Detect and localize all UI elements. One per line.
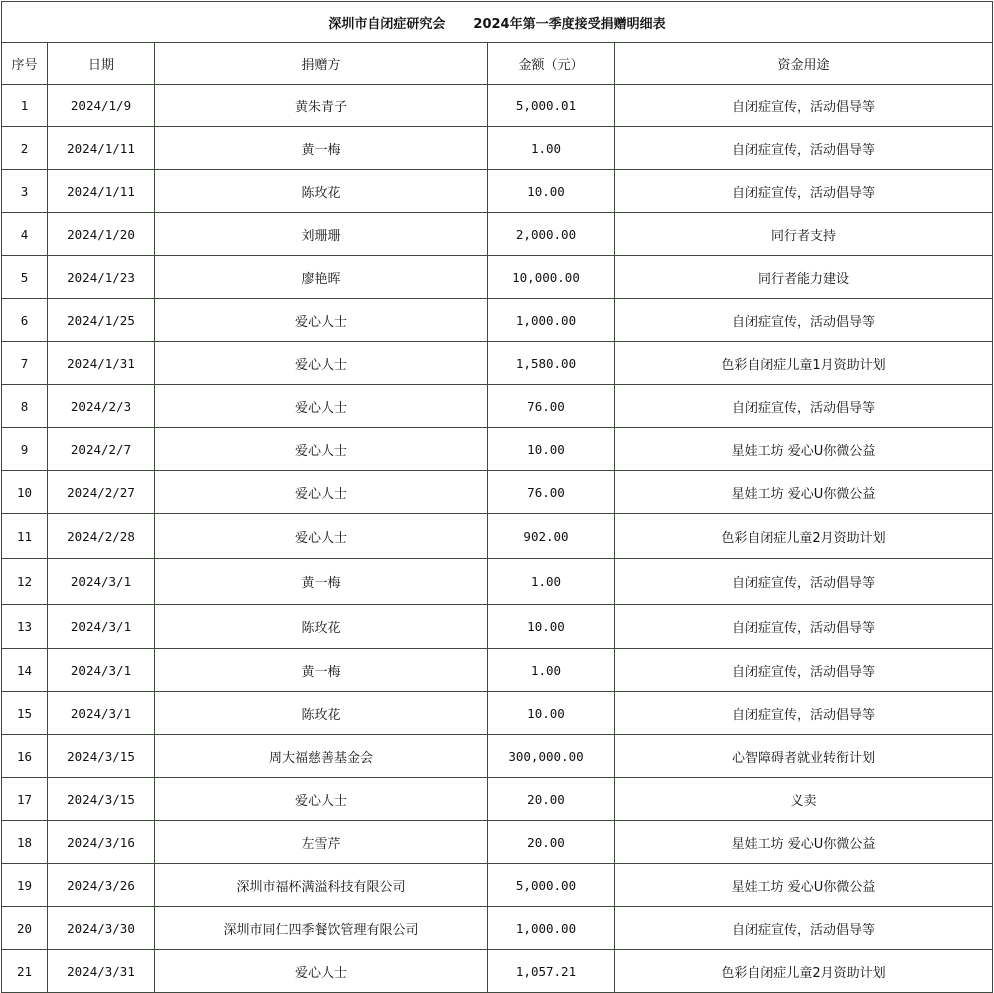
- table-row: [2, 127, 993, 170]
- row-amount: 1.00: [488, 649, 615, 692]
- row-purpose: 自闭症宣传，活动倡导等: [615, 907, 993, 950]
- row-purpose: 星娃工坊 爱心U你微公益: [615, 428, 993, 471]
- row-date: 2024/2/7: [48, 428, 155, 471]
- row-purpose: 自闭症宣传，活动倡导等: [615, 385, 993, 428]
- row-purpose: 心智障碍者就业转衔计划: [615, 735, 993, 778]
- donation-sheet: [1, 1, 992, 993]
- row-donor: 爱心人士: [155, 471, 488, 514]
- col-header-purpose: 资金用途: [615, 43, 993, 85]
- row-index: 4: [2, 213, 48, 256]
- row-purpose: 色彩自闭症儿童2月资助计划: [615, 950, 993, 993]
- row-amount: 300,000.00: [488, 735, 615, 778]
- row-donor: 廖艳晖: [155, 256, 488, 299]
- table-row: [2, 299, 993, 342]
- row-amount: 10.00: [488, 692, 615, 735]
- row-donor: 黄一梅: [155, 559, 488, 605]
- row-amount: 10,000.00: [488, 256, 615, 299]
- row-index: 8: [2, 385, 48, 428]
- row-donor: 周大福慈善基金会: [155, 735, 488, 778]
- row-purpose: 同行者能力建设: [615, 256, 993, 299]
- row-donor: 刘珊珊: [155, 213, 488, 256]
- title-row: [2, 2, 993, 43]
- row-donor: 爱心人士: [155, 514, 488, 559]
- row-date: 2024/2/3: [48, 385, 155, 428]
- table-row: [2, 256, 993, 299]
- table-row: [2, 85, 993, 127]
- row-index: 20: [2, 907, 48, 950]
- table-row: [2, 514, 993, 559]
- row-date: 2024/3/1: [48, 605, 155, 649]
- donation-table: [1, 1, 993, 993]
- row-index: 16: [2, 735, 48, 778]
- row-index: 10: [2, 471, 48, 514]
- row-amount: 902.00: [488, 514, 615, 559]
- row-amount: 20.00: [488, 821, 615, 864]
- table-row: [2, 428, 993, 471]
- table-row: [2, 778, 993, 821]
- row-amount: 5,000.01: [488, 85, 615, 127]
- row-donor: 黄朱青子: [155, 85, 488, 127]
- row-index: 9: [2, 428, 48, 471]
- row-purpose: 义卖: [615, 778, 993, 821]
- row-amount: 2,000.00: [488, 213, 615, 256]
- row-date: 2024/3/16: [48, 821, 155, 864]
- row-donor: 深圳市福杯满溢科技有限公司: [155, 864, 488, 907]
- row-donor: 陈玫花: [155, 605, 488, 649]
- row-donor: 爱心人士: [155, 778, 488, 821]
- row-index: 21: [2, 950, 48, 993]
- row-date: 2024/3/1: [48, 692, 155, 735]
- row-date: 2024/3/1: [48, 649, 155, 692]
- row-index: 11: [2, 514, 48, 559]
- table-row: [2, 649, 993, 692]
- row-purpose: 星娃工坊 爱心U你微公益: [615, 821, 993, 864]
- row-date: 2024/1/31: [48, 342, 155, 385]
- row-purpose: 同行者支持: [615, 213, 993, 256]
- table-row: [2, 950, 993, 993]
- row-donor: 爱心人士: [155, 385, 488, 428]
- row-donor: 爱心人士: [155, 950, 488, 993]
- row-purpose: 色彩自闭症儿童1月资助计划: [615, 342, 993, 385]
- row-donor: 左雪芹: [155, 821, 488, 864]
- row-index: 5: [2, 256, 48, 299]
- row-index: 15: [2, 692, 48, 735]
- row-amount: 76.00: [488, 385, 615, 428]
- row-purpose: 自闭症宣传，活动倡导等: [615, 85, 993, 127]
- row-donor: 陈玫花: [155, 170, 488, 213]
- row-index: 1: [2, 85, 48, 127]
- row-index: 13: [2, 605, 48, 649]
- row-index: 19: [2, 864, 48, 907]
- row-donor: 爱心人士: [155, 342, 488, 385]
- row-date: 2024/2/28: [48, 514, 155, 559]
- row-amount: 1.00: [488, 559, 615, 605]
- table-row: [2, 559, 993, 605]
- row-date: 2024/1/11: [48, 127, 155, 170]
- row-amount: 10.00: [488, 170, 615, 213]
- row-date: 2024/3/26: [48, 864, 155, 907]
- title-report: 2024年第一季度接受捐赠明细表: [473, 16, 666, 32]
- row-donor: 爱心人士: [155, 299, 488, 342]
- table-title: [2, 2, 993, 43]
- table-row: [2, 821, 993, 864]
- col-header-amount: 金额（元）: [488, 43, 615, 85]
- row-amount: 1.00: [488, 127, 615, 170]
- row-donor: 陈玫花: [155, 692, 488, 735]
- row-amount: 5,000.00: [488, 864, 615, 907]
- header-row: [2, 43, 993, 85]
- row-date: 2024/2/27: [48, 471, 155, 514]
- table-row: [2, 692, 993, 735]
- row-purpose: 色彩自闭症儿童2月资助计划: [615, 514, 993, 559]
- row-date: 2024/1/20: [48, 213, 155, 256]
- row-amount: 1,057.21: [488, 950, 615, 993]
- table-row: [2, 605, 993, 649]
- row-amount: 10.00: [488, 428, 615, 471]
- row-purpose: 自闭症宣传，活动倡导等: [615, 605, 993, 649]
- row-date: 2024/3/31: [48, 950, 155, 993]
- row-date: 2024/1/9: [48, 85, 155, 127]
- row-amount: 20.00: [488, 778, 615, 821]
- table-row: [2, 907, 993, 950]
- row-amount: 10.00: [488, 605, 615, 649]
- row-date: 2024/1/11: [48, 170, 155, 213]
- row-index: 3: [2, 170, 48, 213]
- row-purpose: 自闭症宣传，活动倡导等: [615, 299, 993, 342]
- row-purpose: 星娃工坊 爱心U你微公益: [615, 471, 993, 514]
- row-purpose: 自闭症宣传，活动倡导等: [615, 170, 993, 213]
- row-donor: 黄一梅: [155, 649, 488, 692]
- table-row: [2, 342, 993, 385]
- row-index: 12: [2, 559, 48, 605]
- col-header-index: 序号: [2, 43, 48, 85]
- row-amount: 76.00: [488, 471, 615, 514]
- row-index: 17: [2, 778, 48, 821]
- row-donor: 黄一梅: [155, 127, 488, 170]
- table-row: [2, 864, 993, 907]
- row-index: 7: [2, 342, 48, 385]
- row-amount: 1,000.00: [488, 299, 615, 342]
- row-purpose: 自闭症宣传，活动倡导等: [615, 559, 993, 605]
- row-date: 2024/1/25: [48, 299, 155, 342]
- table-row: [2, 385, 993, 428]
- row-date: 2024/3/1: [48, 559, 155, 605]
- row-date: 2024/1/23: [48, 256, 155, 299]
- row-index: 18: [2, 821, 48, 864]
- table-row: [2, 213, 993, 256]
- row-date: 2024/3/15: [48, 778, 155, 821]
- row-index: 2: [2, 127, 48, 170]
- row-donor: 爱心人士: [155, 428, 488, 471]
- row-amount: 1,000.00: [488, 907, 615, 950]
- title-org: 深圳市自闭症研究会: [328, 16, 446, 32]
- row-purpose: 自闭症宣传，活动倡导等: [615, 692, 993, 735]
- table-row: [2, 170, 993, 213]
- row-amount: 1,580.00: [488, 342, 615, 385]
- row-date: 2024/3/15: [48, 735, 155, 778]
- col-header-date: 日期: [48, 43, 155, 85]
- table-row: [2, 735, 993, 778]
- row-index: 6: [2, 299, 48, 342]
- row-purpose: 自闭症宣传，活动倡导等: [615, 649, 993, 692]
- row-purpose: 星娃工坊 爱心U你微公益: [615, 864, 993, 907]
- row-index: 14: [2, 649, 48, 692]
- table-row: [2, 471, 993, 514]
- row-purpose: 自闭症宣传，活动倡导等: [615, 127, 993, 170]
- row-donor: 深圳市同仁四季餐饮管理有限公司: [155, 907, 488, 950]
- col-header-donor: 捐赠方: [155, 43, 488, 85]
- row-date: 2024/3/30: [48, 907, 155, 950]
